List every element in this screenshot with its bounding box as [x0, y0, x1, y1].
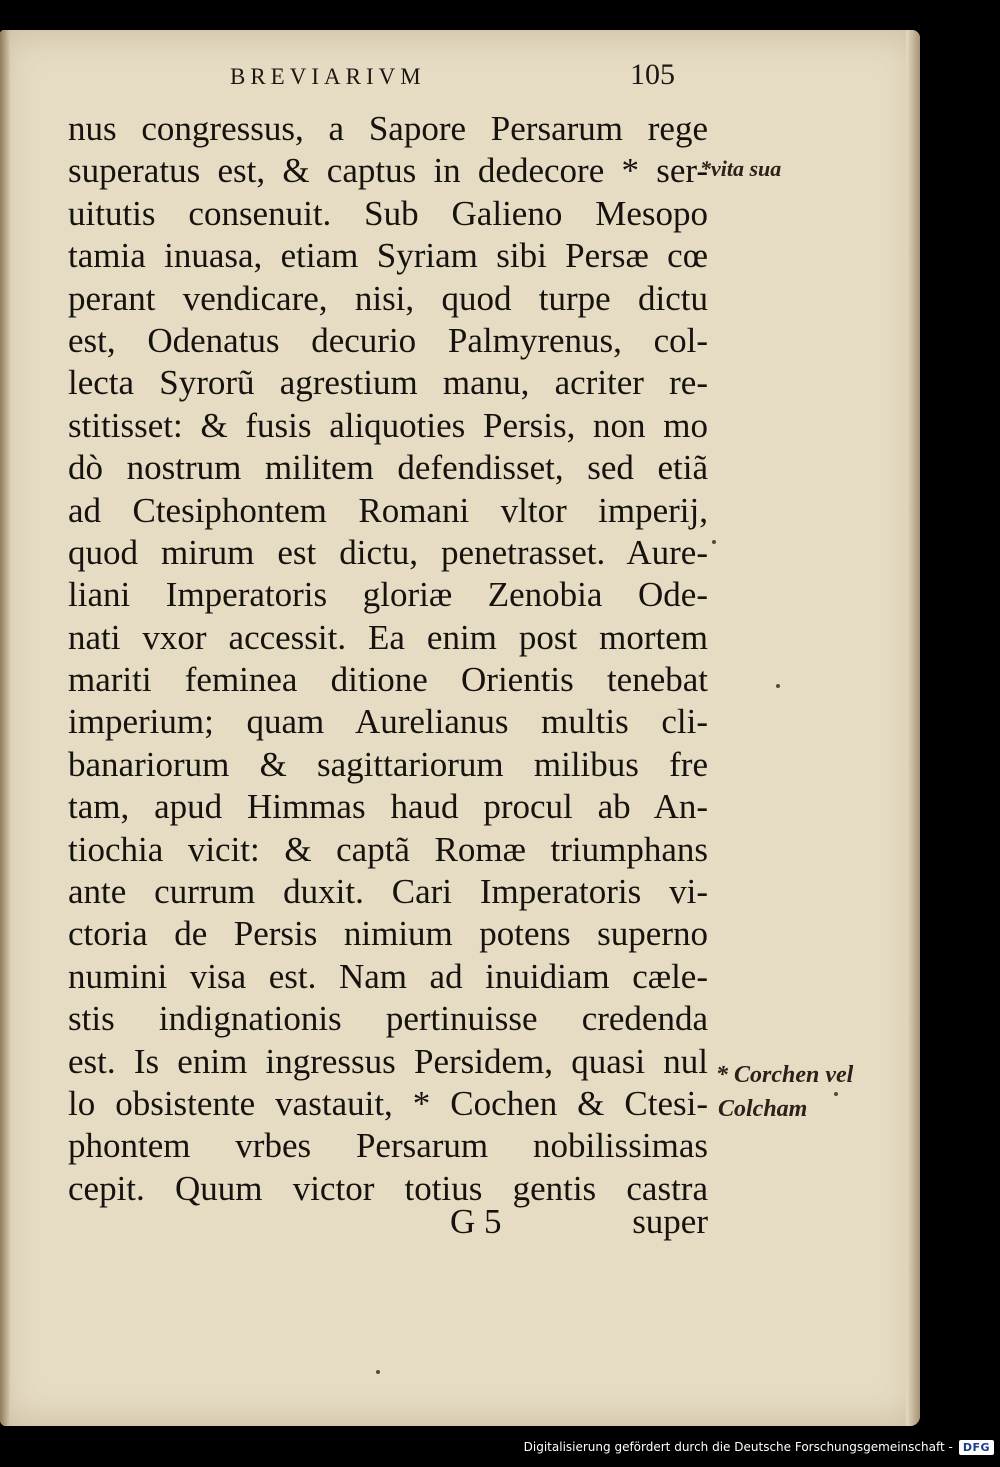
- text-line: est, Odenatus decurio Palmyrenus, col-: [68, 320, 708, 360]
- text-line: perant vendicare, nisi, quod turpe dictu: [68, 278, 708, 318]
- ink-speck: [776, 684, 780, 688]
- text-line: numini visa est. Nam ad inuidiam cæle-: [68, 956, 708, 996]
- text-line: est. Is enim ingressus Persidem, quasi nul: [68, 1041, 708, 1081]
- text-line: superatus est, & captus in dedecore * ser-: [68, 151, 708, 191]
- text-line: stis indignationis pertinuisse credenda: [68, 999, 708, 1039]
- text-line: dò nostrum militem defendisset, sed etiã: [68, 448, 708, 488]
- page-number: 105: [630, 58, 675, 91]
- page-edge-right: [906, 30, 920, 1426]
- text-line: mariti feminea ditione Orientis tenebat: [68, 660, 708, 700]
- signature-line: [68, 1202, 708, 1244]
- running-head: BREVIARIVM: [230, 64, 426, 89]
- text-line: tiochia vicit: & captã Romæ triumphans: [68, 829, 708, 869]
- marginal-note-colcham: Colcham: [718, 1096, 808, 1122]
- text-line: tamia inuasa, etiam Syriam sibi Persæ cœ: [68, 236, 708, 276]
- marginal-note-corchen: * Corchen vel: [716, 1062, 854, 1088]
- ink-speck: [376, 1370, 380, 1374]
- text-line: tam, apud Himmas haud procul ab An-: [68, 787, 708, 827]
- text-line: liani Imperatoris gloriæ Zenobia Ode-: [68, 575, 708, 615]
- text-line: uitutis consenuit. Sub Galieno Mesopo: [68, 193, 708, 233]
- text-line: cepit. Quum victor totius gentis castra: [68, 1168, 708, 1208]
- body-text: [68, 108, 708, 1210]
- text-line: ante currum duxit. Cari Imperatoris vi-: [68, 872, 708, 912]
- book-page: [0, 30, 920, 1426]
- text-line: phontem vrbes Persarum nobilissimas: [68, 1126, 708, 1166]
- text-line: imperium; quam Aurelianus multis cli-: [68, 702, 708, 742]
- text-line: banariorum & sagittariorum milibus fre: [68, 744, 708, 784]
- digitization-credit: [524, 1435, 994, 1459]
- text-line: nus congressus, a Sapore Persarum rege: [68, 109, 708, 148]
- text-line: ad Ctesiphontem Romani vltor imperij,: [68, 490, 708, 530]
- text-line: quod mirum est dictu, penetrasset. Aure-: [68, 532, 708, 572]
- text-line: nati vxor accessit. Ea enim post mortem: [68, 617, 708, 657]
- signature-mark: G 5: [450, 1202, 502, 1241]
- marginal-note-vita-sua: *vita sua: [700, 156, 782, 181]
- ink-speck: [712, 540, 716, 544]
- text-line: lecta Syrorũ agrestium manu, acriter re-: [68, 363, 708, 403]
- text-line: lo obsistente vastauit, * Cochen & Ctesi-: [68, 1083, 708, 1123]
- dfg-logo-icon: DFG: [959, 1440, 994, 1455]
- page-header: [70, 58, 710, 98]
- credit-text: Digitalisierung gefördert durch die Deutsche Forschungsgemeinschaft -: [523, 1440, 953, 1454]
- page-edge-left: [0, 30, 10, 1426]
- text-line: stitisset: & fusis aliquoties Persis, non mo: [68, 405, 708, 445]
- catchword: super: [632, 1202, 708, 1241]
- text-line: ctoria de Persis nimium potens superno: [68, 914, 708, 954]
- ink-speck: [834, 1092, 838, 1096]
